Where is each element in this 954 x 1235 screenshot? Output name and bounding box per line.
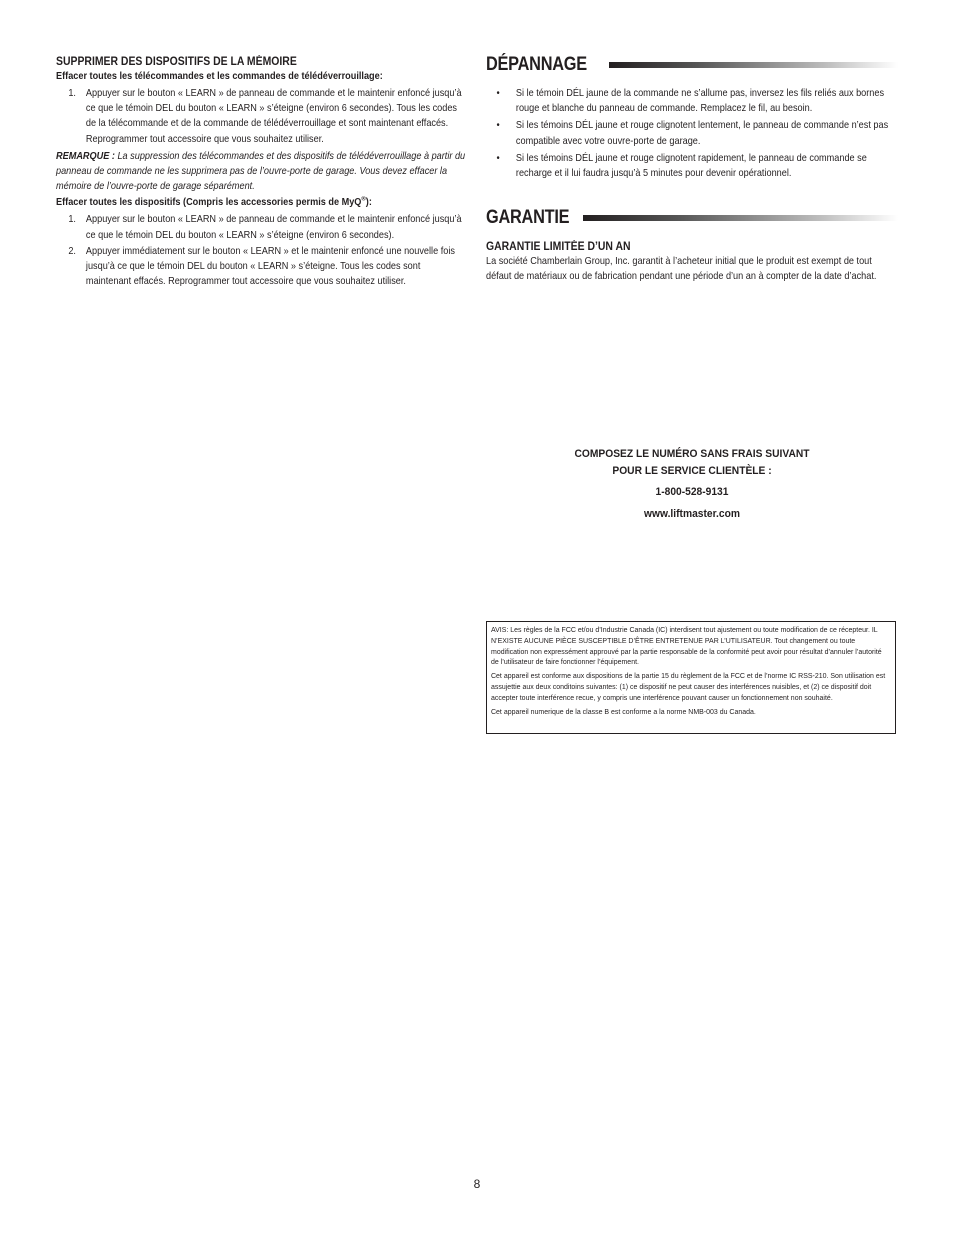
list-item [56, 86, 468, 147]
depannage-bullets [486, 86, 898, 181]
list-item [486, 151, 898, 181]
erase-all-devices-subheading [56, 196, 468, 210]
warranty-subheading: GARANTIE LIMITÉE D’UN AN [486, 240, 631, 254]
garantie-header [486, 207, 898, 229]
notice-paragraph-3: Cet appareil numerique de la classe B est conforme a la norme NMB-003 du Canada. [491, 706, 756, 716]
bullet-icon: • [496, 152, 500, 164]
bullet-text: Si le témoin DÉL jaune de la commande ne s’allume pas, inversez les fils reliés aux bornes rouge et blanche du panneau de commande. Remplacez le fil, au besoin. [515, 88, 885, 115]
remark-text: La suppression des télécommandes et des dispositifs de télédéverrouillage à partir du panneau de commande ne les supprimera pas de l’ouvre-porte de garage. Vous devez effacer la mémoire de l’ouvre-porte de garage séparément. [56, 150, 466, 193]
section-rule [583, 215, 898, 221]
erase-remotes-steps-wrap [56, 86, 468, 194]
bullet-icon: • [496, 88, 500, 99]
step-number: 2. [68, 245, 76, 257]
customer-service-contact [486, 446, 898, 522]
bullet-text: Si les témoins DÉL jaune et rouge clignotent lentement, le panneau de commande n’est pas compatible avec votre ouvre-porte de garage. [515, 120, 889, 147]
contact-line-1: COMPOSEZ LE NUMÉRO SANS FRAIS SUIVANT [574, 448, 810, 460]
list-item [486, 118, 898, 148]
erase-all-devices-subheading-text: Effacer toutes les dispositifs (Compris les accessories permis de MyQ [56, 197, 362, 209]
step-text: Appuyer sur le bouton « LEARN » de panneau de commande et le maintenir enfoncé jusqu’à ce que le témoin DEL du bouton « LEARN » s’éteigne (environ 6 secondes). Tous les codes de la télécommande et de la commande de télédéverrouillage et sont maintenant effacés. Reprogrammer tout accessoire que vous souhaitez utiliser. [85, 88, 462, 145]
list-item [56, 244, 468, 290]
warranty-text: La société Chamberlain Group, Inc. garantit à l’acheteur initial que le produit est exempt de tout défaut de matériaux ou de fabrication pendant une période d’un an à compter de la date d’achat. [486, 256, 877, 283]
remark-note [56, 149, 468, 195]
erase-all-steps-wrap [56, 212, 468, 289]
step-number: 1. [68, 214, 76, 226]
erase-remotes-subheading: Effacer toutes les télécommandes et les commandes de télédéverrouillage: [56, 71, 383, 82]
erase-remotes-steps [56, 86, 468, 147]
notice-paragraph-1: AVIS: Les règles de la FCC et/ou d’Industrie Canada (IC) interdisent tout ajustement ou toute modification de ce récepteur. IL N’EXISTE AUCUNE PIÈCE SUSCEPTIBLE D’ÊTRE ENTRETENUE PAR L’UTILISATEUR. Tout changement ou toute modification non expressément approuvé par la partie responsable de la conformité peut avoir pour résultat d’annuler l’autorité de l’utilisateur de faire fonctionner l’équipement. [491, 625, 882, 667]
step-number: 1. [68, 88, 76, 99]
memory-section-heading: SUPPRIMER DES DISPOSITIFS DE LA MÉMOIRE [56, 55, 297, 68]
registered-mark: ® [361, 195, 366, 203]
list-item [486, 86, 898, 116]
remark-label: REMARQUE : [56, 150, 115, 162]
contact-website[interactable]: www.liftmaster.com [644, 507, 740, 520]
step-text: Appuyer sur le bouton « LEARN » de panneau de commande et le maintenir enfoncé jusqu’à ce que le témoin DEL du bouton « LEARN » s’éteigne (environ 6 secondes). [85, 214, 462, 241]
notice-paragraph-2: Cet appareil est conforme aux dispositions de la partie 15 du règlement de la FCC et de l’norme IC RSS-210. Son utilisation est assujettie aux deux conditoins suivantes: (1) ce dispositif ne peut causer des interférences nuisibles, et (2) ce dispositif doit accepter toute interférence recue, y compris une interférence pouvant causer un fonctionnement non souhaité. [491, 671, 886, 702]
contact-phone: 1-800-528-9131 [655, 486, 729, 498]
bullet-text: Si les témoins DÉL jaune et rouge clignotent rapidement, le panneau de commande se recharge et il lui faudra jusqu’à 5 minutes pour devenir opérationnel. [515, 152, 867, 180]
warranty-body [486, 254, 898, 284]
page-number: 8 [473, 1177, 481, 1191]
section-rule [609, 62, 898, 68]
depannage-header [486, 54, 898, 76]
fcc-notice-box [486, 621, 896, 734]
left-column [56, 54, 468, 290]
bullet-icon: • [496, 120, 500, 132]
depannage-body [486, 86, 898, 181]
contact-line-2: POUR LE SERVICE CLIENTÈLE : [612, 464, 772, 477]
erase-all-steps [56, 212, 468, 289]
erase-all-devices-subheading-end: ): [365, 197, 372, 209]
step-text: Appuyer immédiatement sur le bouton « LEARN » et le maintenir enfoncé une nouvelle fois jusqu’à ce que le témoin DEL du bouton « LEARN » s’éteigne. Tous les codes sont maintenant effacés. Reprogrammer tout accessoire que vous souhaitez utiliser. [85, 245, 455, 288]
depannage-title: DÉPANNAGE [486, 54, 587, 75]
garantie-title: GARANTIE [486, 207, 570, 229]
list-item [56, 212, 468, 242]
right-column [486, 54, 898, 285]
